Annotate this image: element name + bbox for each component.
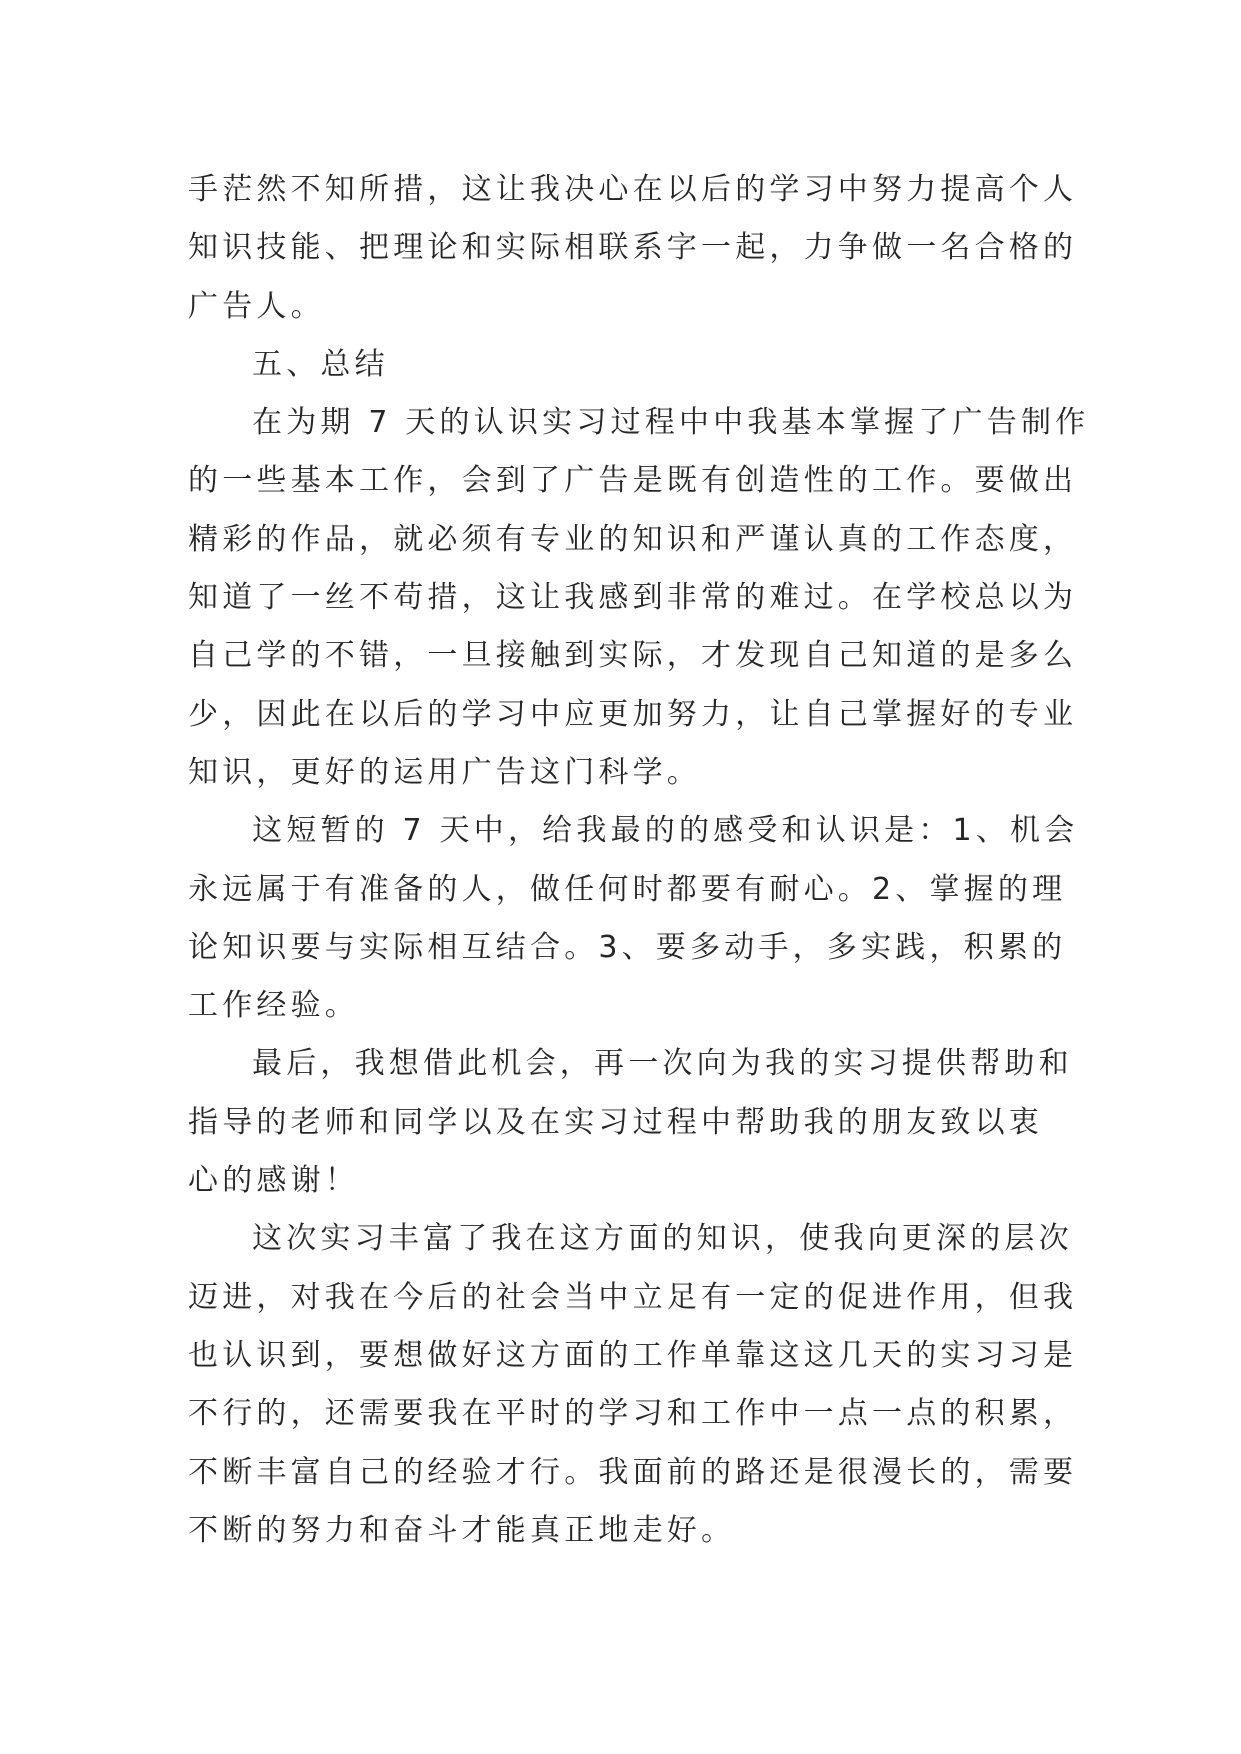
text-line: 手茫然不知所措，这让我决心在以后的学习中努力提高个人 [188, 172, 1078, 207]
text-line: 这短暂的 7 天中，给我最的的感受和认识是：1、机会 [252, 813, 1079, 849]
document-body [188, 161, 1090, 1560]
text-line: 论知识要与实际相互结合。3、要多动手，多实践，积累的 [188, 929, 1067, 965]
text-line: 指导的老师和同学以及在实习过程中帮助我的朋友致以衷 [188, 1104, 1043, 1140]
paragraph-conclusion [188, 1210, 1078, 1560]
section-heading-summary [188, 336, 1058, 394]
text-line: 迈进，对我在今后的社会当中立足有一定的促进作用，但我 [188, 1279, 1078, 1315]
section-heading: 五、总结 [252, 346, 389, 382]
text-line: 精彩的作品，就必须有专业的知识和严谨认真的工作态度， [188, 521, 1078, 557]
paragraph-lessons [188, 802, 1079, 1035]
text-line: 最后，我想借此机会，再一次向为我的实习提供帮助和 [252, 1046, 1073, 1082]
text-line: 知识，更好的运用广告这门科学。 [188, 754, 701, 790]
text-line: 不断丰富自己的经验才行。我面前的路还是很漫长的，需要 [188, 1454, 1078, 1490]
paragraph-summary [188, 394, 1090, 802]
paragraph-continuation [188, 161, 1078, 336]
text-line: 不断的努力和奋斗才能真正地走好。 [188, 1512, 736, 1548]
text-line: 工作经验。 [188, 988, 359, 1024]
text-line: 知识技能、把理论和实际相联系字一起，力争做一名合格的 [188, 230, 1078, 266]
text-line: 也认识到，要想做好这方面的工作单靠这这几天的实习习是 [188, 1337, 1078, 1373]
text-line: 的一些基本工作，会到了广告是既有创造性的工作。要做出 [188, 463, 1078, 499]
text-line: 这次实习丰富了我在这方面的知识，使我向更深的层次 [252, 1221, 1073, 1257]
text-line: 广告人。 [188, 288, 325, 324]
text-line: 知道了一丝不苟措，这让我感到非常的难过。在学校总以为 [188, 580, 1078, 616]
text-line: 心的感谢！ [188, 1163, 359, 1199]
paragraph-thanks [188, 1035, 1073, 1210]
text-line: 自己学的不错，一旦接触到实际，才发现自己知道的是多么 [188, 638, 1078, 674]
text-line: 少，因此在以后的学习中应更加努力，让自己掌握好的专业 [188, 696, 1078, 732]
text-line: 在为期 7 天的认识实习过程中中我基本掌握了广告制作 [252, 405, 1090, 441]
text-line: 永远属于有准备的人，做任何时都要有耐心。2、掌握的理 [188, 871, 1067, 907]
text-line: 不行的，还需要我在平时的学习和工作中一点一点的积累， [188, 1396, 1078, 1432]
